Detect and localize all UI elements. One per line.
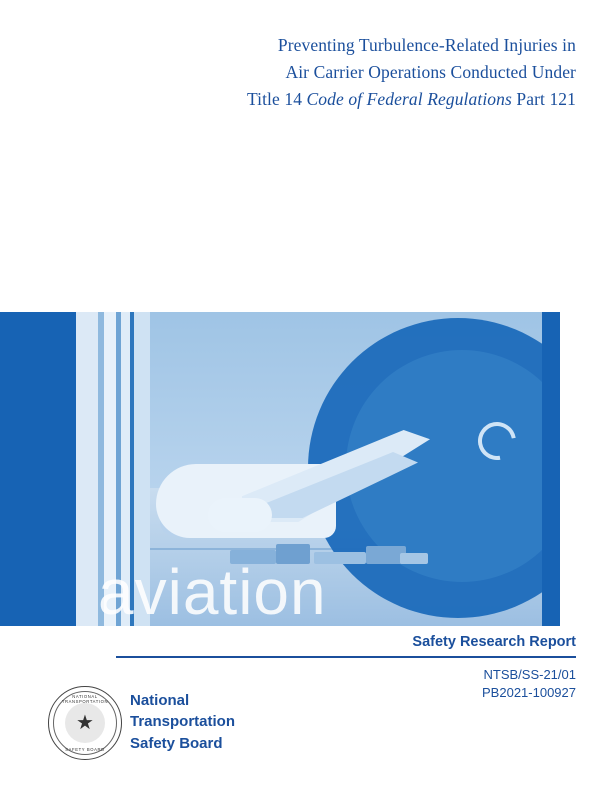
title-line-1: Preventing Turbulence-Related Injuries in <box>277 35 576 55</box>
title-line-3-suffix: Part 121 <box>511 89 576 110</box>
wordmark-line-2: Transportation <box>130 713 236 731</box>
title-line-2: Air Carrier Operations Conducted Under <box>285 62 576 83</box>
seal-text-top: NATIONAL TRANSPORTATION <box>61 694 109 704</box>
glass-strip-1 <box>76 312 98 626</box>
agency-logo <box>48 686 308 762</box>
cover-caption-word: aviation <box>98 556 327 626</box>
publication-number: PB2021-100927 <box>482 684 576 700</box>
title-line-3 <box>176 86 576 113</box>
page-title <box>176 32 576 113</box>
cover-image <box>0 312 560 626</box>
aircraft-engine-nacelle <box>208 498 272 532</box>
agency-wordmark <box>130 690 235 754</box>
ground-vehicle <box>400 553 428 564</box>
report-type-label: Safety Research Report <box>116 634 576 658</box>
title-line-3-italic: Code of Federal Regulations <box>306 89 512 110</box>
wordmark-line-1: National <box>130 692 190 709</box>
eagle-icon: ★ <box>76 712 94 734</box>
cover-right-panel <box>542 312 560 626</box>
title-line-3-prefix: Title 14 <box>246 89 307 110</box>
ntsb-seal-icon <box>48 686 122 760</box>
report-identifiers <box>482 666 576 701</box>
cover-left-panel <box>0 312 76 626</box>
wordmark-line-3: Safety Board <box>130 734 223 752</box>
seal-text-bottom: SAFETY BOARD <box>65 747 105 752</box>
report-number: NTSB/SS-21/01 <box>483 667 576 682</box>
